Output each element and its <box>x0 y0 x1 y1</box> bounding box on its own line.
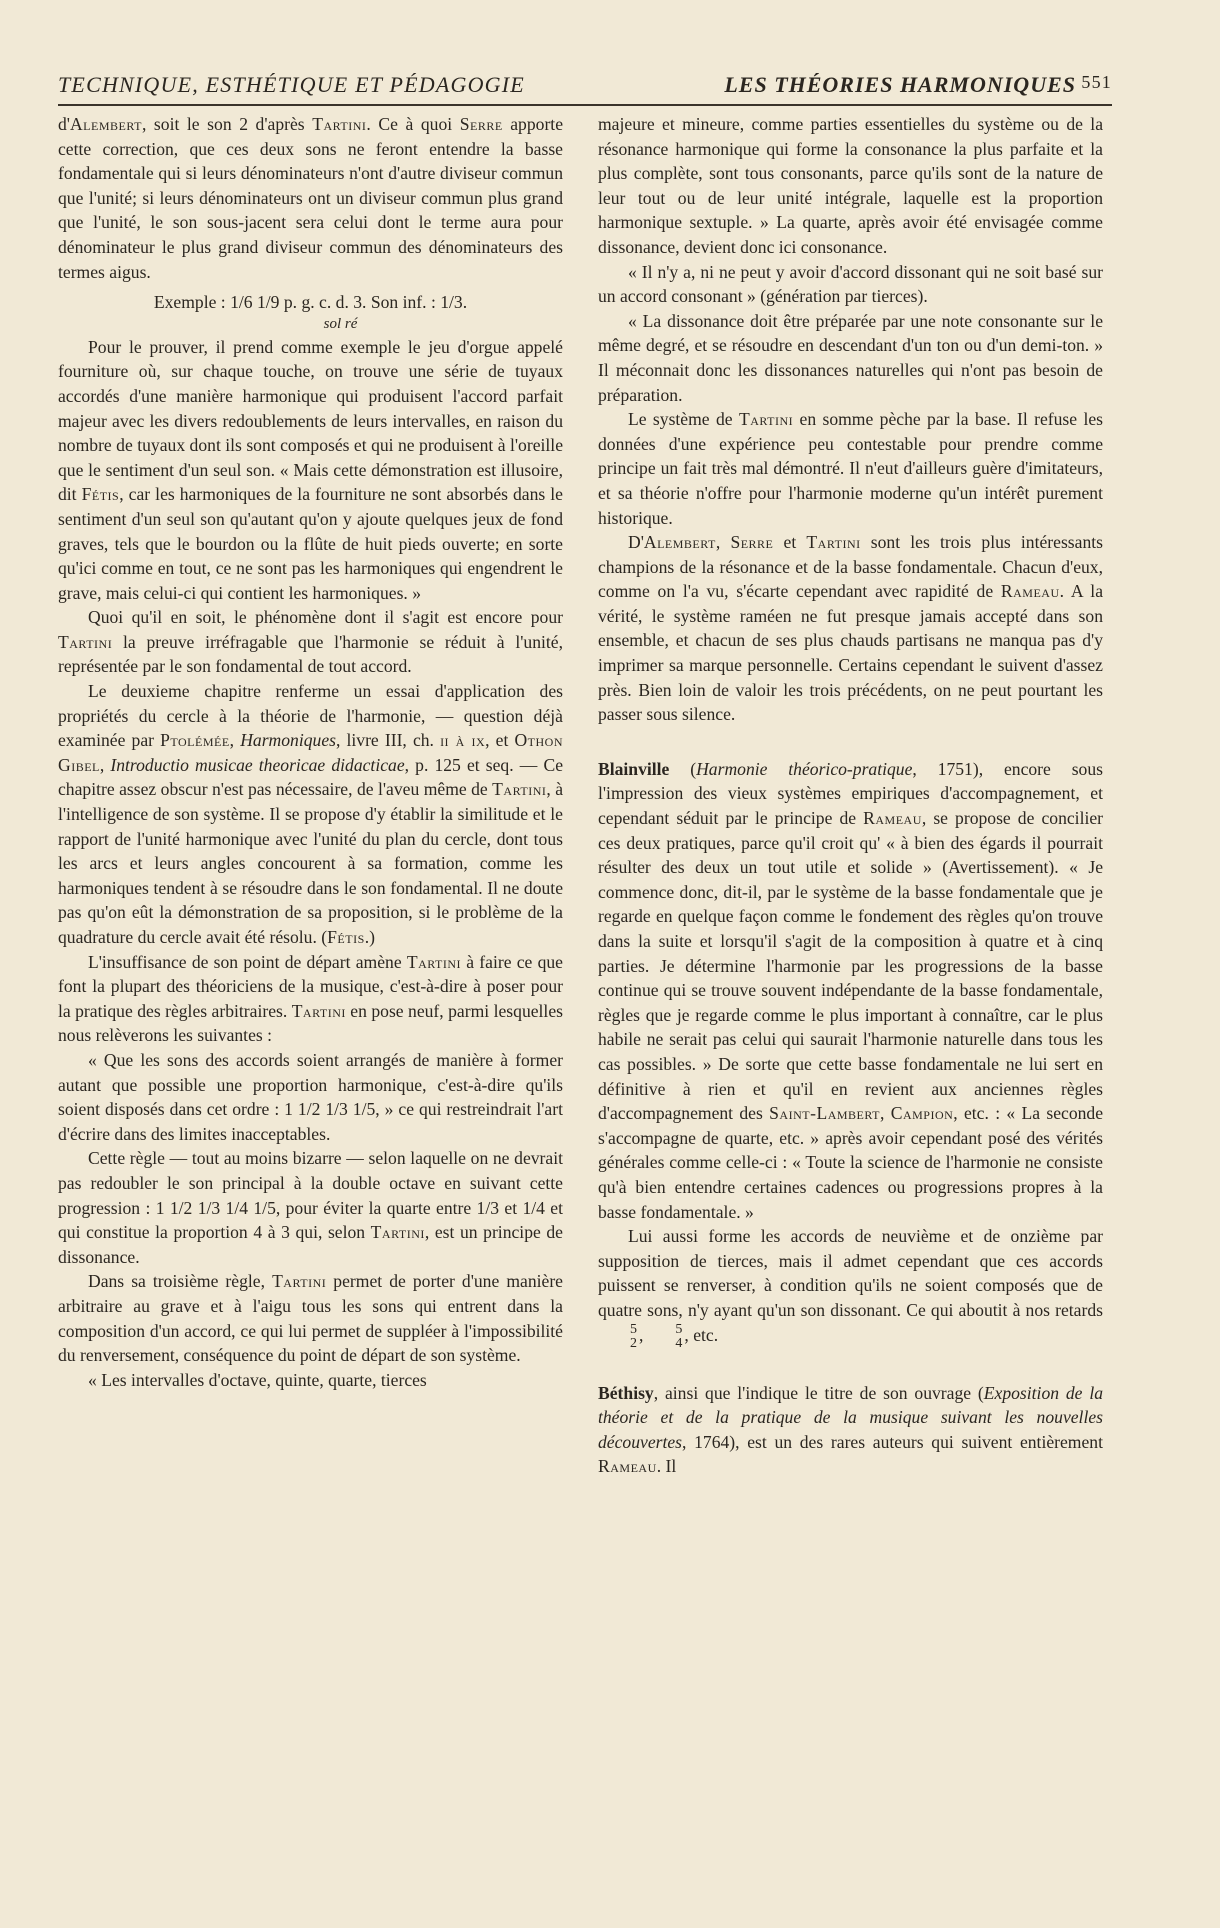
running-header <box>58 72 1112 106</box>
header-right-title: LES THÉORIES HARMONIQUES <box>724 72 1076 97</box>
paragraph: L'insuffisance de son point de départ amène Tartini à faire ce que font la plupart des théoriciens de la musique, c'est-à-dire à poser pour la pratique des règles arbitraires. Tartini en pose neuf, parmi lesquelles nous relèverons les suivantes : <box>58 951 563 1046</box>
fraction: 5 2 <box>630 1321 637 1351</box>
paragraph: Le système de Tartini en somme pèche par la base. Il refuse les données d'une expérience peu contestable pour prendre comme principe un fait très mal démontré. Il n'eut d'ailleurs guère d'imitateurs, et sa théorie n'offre pour l'harmonie moderne qu'un intérêt purement historique. <box>598 409 1103 528</box>
page-number: 551 <box>1081 72 1112 92</box>
paragraph: d'Alembert, soit le son 2 d'après Tartini. Ce à quoi Serre apporte cette correction, que ces deux sons ne feront entendre la basse fondamentale qui si leurs dénominateurs n'ont d'autre diviseur commun que l'unité; si leurs dénominateurs ont un diviseur commun plus grand que l'unité, le son sous-jacent sera celui dont le terme aura pour dénominateur le plus grand diviseur commun des dénominateurs des termes aigus. <box>58 114 563 282</box>
paragraph: Pour le prouver, il prend comme exemple le jeu d'orgue appelé fourniture où, sur chaque touche, on trouve une série de tuyaux accordés d'une manière harmonique qui produisent l'accord parfait majeur avec les divers redoublements de leurs intervalles, en raison du nombre de tuyaux dont ils sont composés et qui ne produisent à l'oreille que le sentiment d'un seul son. « Mais cette démonstration est illusoire, dit Fétis, car les harmoniques de la fourniture ne sont absorbés dans le sentiment d'un seul son qu'autant qu'on y ajoute quelques jeux de fond graves, tels que le bourdon ou la flûte de huit pieds ouverte; en sorte qu'ici comme en tout, ce ne sont pas les harmoniques qui engendrent le grave, mais celui-ci qui contient les harmoniques. » <box>58 336 563 603</box>
fraction: 5 4 <box>675 1321 683 1351</box>
paragraph: Dans sa troisième règle, Tartini permet de porter d'une manière arbitraire au grave et à l'aigu tous les sons qui entrent dans la composition d'un accord, ce qui lui permet de suppléer à l'impossibilité du renversement, conséquence du point de départ de son système. <box>58 1271 563 1366</box>
example: Exemple : 1/6 1/9 p. g. c. d. 3. Son inf. : 1/3. sol ré <box>153 292 468 332</box>
right-column <box>598 112 1103 1479</box>
paragraph: « Que les sons des accords soient arrangés de manière à former autant que possible une proportion harmonique, c'est-à-dire qu'ils soient disposés dans cet ordre : 1 1/2 1/3 1/5, » ce qui restreindrait l'art d'écrire dans des limites inacceptables. <box>58 1049 563 1144</box>
paragraph-bethisy: Béthisy, ainsi que l'indique le titre de son ouvrage (Exposition de la théorie et de la pratique de la musique suivant les nouvelles découvertes, 1764), est un des rares auteurs qui suivent entièrement Rameau. Il <box>598 1382 1104 1477</box>
paragraph-blainville: Blainville (Harmonie théorico-pratique, 1751), encore sous l'impression des vieux systèmes empiriques d'accompagnement, et cependant séduit par le principe de Rameau, se propose de concilier ces deux pratiques, parce qu'il croit qu' « à bien des égards il pourrait résulter des deux un tout utile et solide » (Avertissement). « Je commence donc, dit-il, par le système de la basse fondamentale que je regarde en quelque façon comme le fondement des règles qu'on trouve dans la suite et lorsqu'il s'agit de la composition à quatre et à cinq parties. Je détermine l'harmonie par les progressions de la basse continue qui se trouve souvent indépendante de la basse fondamentale, règles que je regarde comme le plus important à connaître, car le plus habile ne serait pas celui qui saurait l'harmonie naturelle dans tous les cas possibles. » De sorte que cette basse fondamentale ne lui sert en définitive à rien et qu'il en revient aux anciennes règles d'accompagnement des Saint-Lambert, Campion, etc. : « La seconde s'accompagne de quarte, etc. » après avoir cependant posé des vérités générales comme celle-ci : « Toute la science de l'harmonie ne consiste qu'à bien entendre certaines cadences ou progressions propres à la basse fondamentale. » <box>598 758 1104 1222</box>
paragraph: majeure et mineure, comme parties essentielles du système ou de la résonance harmonique qui forme la consonance la plus parfaite et la plus complète, sont tous consonants, parce qu'ils sont de la nature de leur tout ou de leur unité intégrale, laquelle est la proportion harmonique sextuple. » La quarte, après avoir été envisagée comme dissonance, devient donc ici consonance. <box>598 114 1103 257</box>
paragraph: Le deuxieme chapitre renferme un essai d'application des propriétés du cercle à la théorie de l'harmonie, — question déjà examinée par Ptolémée, Harmoniques, livre III, ch. ii à ix, et Othon Gibel, Introductio musicae theoricae didacticae, p. 125 et seq. — Ce chapitre assez obscur n'est pas nécessaire, de l'aveu même de Tartini, à l'intelligence de son système. Il se propose d'y établir la similitude et le rapport de l'unité harmonique avec l'unité du plan du cercle, dont tous les arcs et leurs angles concourent à sa formation, comme les harmoniques tendent à se résoudre dans le son fondamental. Il ne doute pas qu'on eût la démonstration de sa proposition, si le problème de la quadrature du cercle avait été résolu. (Fétis.) <box>58 681 564 947</box>
header-left-title: TECHNIQUE, ESTHÉTIQUE ET PÉDAGOGIE <box>58 72 525 97</box>
left-column <box>58 112 563 1392</box>
paragraph: « Il n'y a, ni ne peut y avoir d'accord dissonant qui ne soit basé sur un accord consonant » (génération par tierces). <box>598 261 1103 307</box>
paragraph: « La dissonance doit être préparée par une note consonante sur le même degré, et se résoudre en descendant d'un ton ou d'un demi-ton. » Il méconnait donc les dissonances naturelles qui n'ont pas besoin de préparation. <box>598 310 1103 405</box>
paragraph: Lui aussi forme les accords de neuvième et de onzième par supposition de tierces, mais il admet cependant que ces accords puissent se renverser, à condition qu'ils ne soient composés que de quatre sons, n'y ayant qu'un son dissonant. Ce qui aboutit à nos retards 5 2 , 5 4 , etc. <box>598 1226 1103 1351</box>
paragraph: D'Alembert, Serre et Tartini sont les trois plus intéressants champions de la résonance et de la basse fondamentale. Chacun d'eux, comme on l'a vu, s'écarte cependant avec rapidité de Rameau. A la vérité, le système raméen ne fut presque jamais accepté dans son ensemble, et chacun de ses plus chauds partisans ne manqua pas d'y imprimer sa marque personnelle. Certains cependant le suivent d'assez près. Bien loin de valoir les trois précédents, on ne peut pourtant les passer sous silence. <box>598 532 1104 725</box>
paragraph: « Les intervalles d'octave, quinte, quarte, tierces <box>88 1369 427 1390</box>
paragraph: Quoi qu'il en soit, le phénomène dont il s'agit est encore pour Tartini la preuve irréfragable que l'harmonie se réduit à l'unité, représentée par le son fondamental de tout accord. <box>58 607 563 677</box>
paragraph: Cette règle — tout au moins bizarre — selon laquelle on ne devrait pas redoubler le son principal à la double octave en suivant cette progression : 1 1/2 1/3 1/4 1/5, pour éviter la quarte entre 1/3 et 1/4 et qui constitue la proportion 4 à 3 qui, selon Tartini, est un principe de dissonance. <box>58 1148 563 1267</box>
